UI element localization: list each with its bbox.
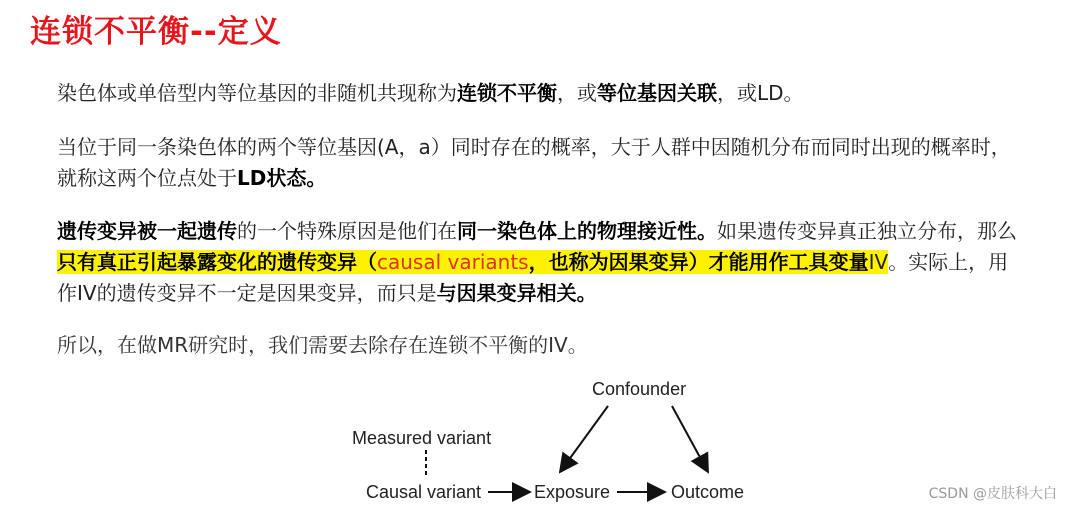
- confounder-to-outcome-arrow: [672, 406, 708, 472]
- watermark: CSDN @皮肤科大白: [928, 486, 1057, 502]
- bold-term: 同一染色体上的物理接近性。: [457, 219, 717, 243]
- paragraph-ld-probability: [57, 132, 1017, 194]
- text: 如果遗传变异真正独立分布，那么: [717, 219, 1017, 243]
- highlighted-text: 只有真正引起暴露变化的遗传变异（: [57, 250, 377, 274]
- paragraph-physical-proximity: [57, 216, 1017, 309]
- bold-term: 等位基因关联: [597, 81, 717, 105]
- text: 染色体或单倍型内等位基因的非随机共现称为: [57, 81, 457, 105]
- highlighted-red-text: causal variants: [377, 250, 529, 274]
- text: 。实际上，用作IV的遗传变异不一定是因果变异，而只是: [57, 250, 1009, 305]
- exposure-node: Exposure: [534, 482, 611, 502]
- measured-variant-node: Measured variant: [352, 428, 492, 448]
- text: ，或: [557, 81, 597, 105]
- paragraph-ld-definition: [57, 78, 1017, 109]
- text: 当位于同一条染色体的两个等位基因(A，a）同时存在的概率，大于人群中因随机分布而同时出现的概率时，就称这两个位点处于: [57, 135, 1011, 190]
- bold-term: LD状态。: [237, 166, 327, 190]
- bold-term: 连锁不平衡: [457, 81, 557, 105]
- highlighted-text: IV: [868, 250, 889, 274]
- confounder-node: Confounder: [592, 379, 687, 399]
- page-title: 连锁不平衡--定义: [30, 14, 282, 50]
- bold-term: 与因果变异相关。: [436, 281, 597, 305]
- text: 的一个特殊原因是他们在: [237, 219, 457, 243]
- confounder-to-exposure-arrow: [560, 406, 608, 472]
- causal-diagram: [340, 370, 780, 510]
- paragraph-conclusion: 所以，在做MR研究时，我们需要去除存在连锁不平衡的IV。: [57, 333, 588, 357]
- causal-variant-node: Causal variant: [366, 482, 482, 502]
- text: ，或LD。: [717, 81, 804, 105]
- highlighted-text: ，也称为因果变异）才能用作工具变量: [528, 250, 869, 274]
- outcome-node: Outcome: [671, 482, 745, 502]
- bold-term: 遗传变异被一起遗传: [57, 219, 237, 243]
